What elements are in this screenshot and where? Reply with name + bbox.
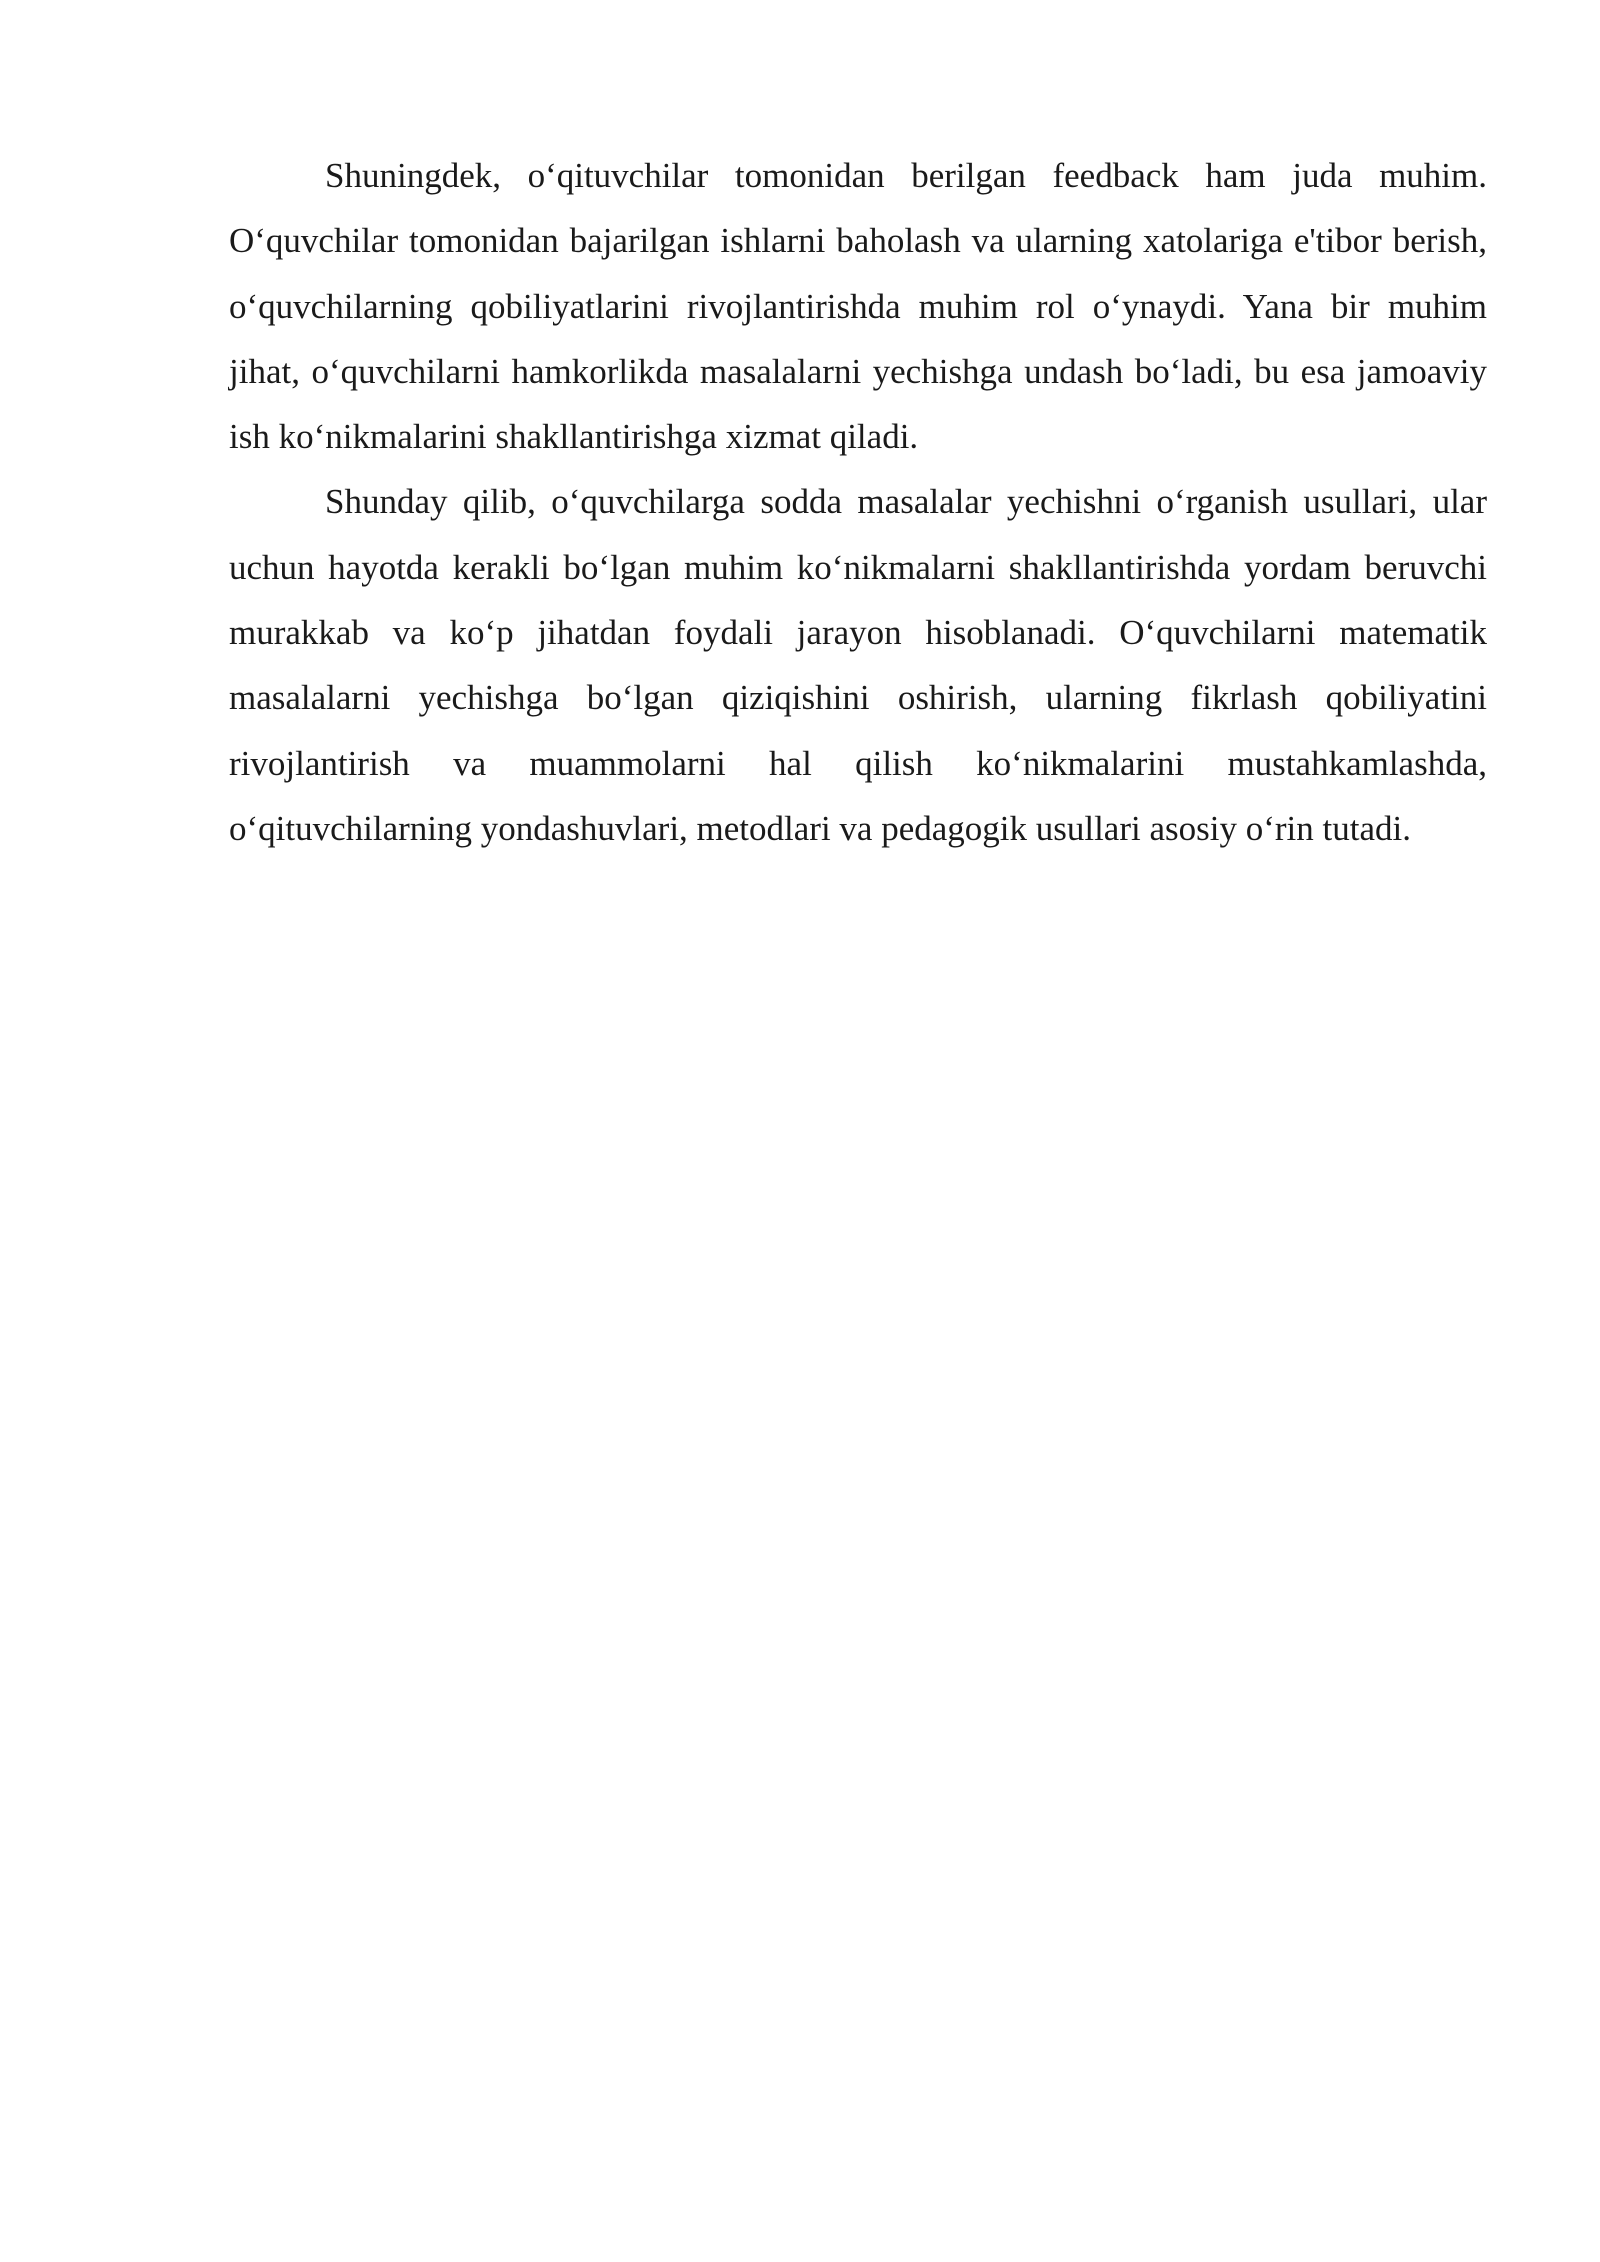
body-text	[229, 143, 1487, 861]
paragraph-feedback: Shuningdek, o‘qituvchilar tomonidan berilgan feedback ham juda muhim. O‘quvchilar tomonidan bajarilgan ishlarni baholash va ularning xatolariga e'tibor berish, o‘quvchilarning qobiliyatlarini rivojlantirishda muhim rol o‘ynaydi. Yana bir muhim jihat, o‘quvchilarni hamkorlikda masalalarni yechishga undash bo‘ladi, bu esa jamoaviy ish ko‘nikmalarini shakllantirishga xizmat qiladi.	[229, 156, 1487, 457]
paragraph-conclusion: Shunday qilib, o‘quvchilarga sodda masalalar yechishni o‘rganish usullari, ular uchun hayotda kerakli bo‘lgan muhim ko‘nikmalarni shakllantirishda yordam beruvchi murakkab va ko‘p jihatdan foydali jarayon hisoblanadi. O‘quvchilarni matematik masalalarni yechishga bo‘lgan qiziqishini oshirish, ularning fikrlash qobiliyatini rivojlantirish va muammolarni hal qilish ko‘nikmalarini mustahkamlashda, o‘qituvchilarning yondashuvlari, metodlari va pedagogik usullari asosiy o‘rin tutadi.	[229, 482, 1487, 848]
